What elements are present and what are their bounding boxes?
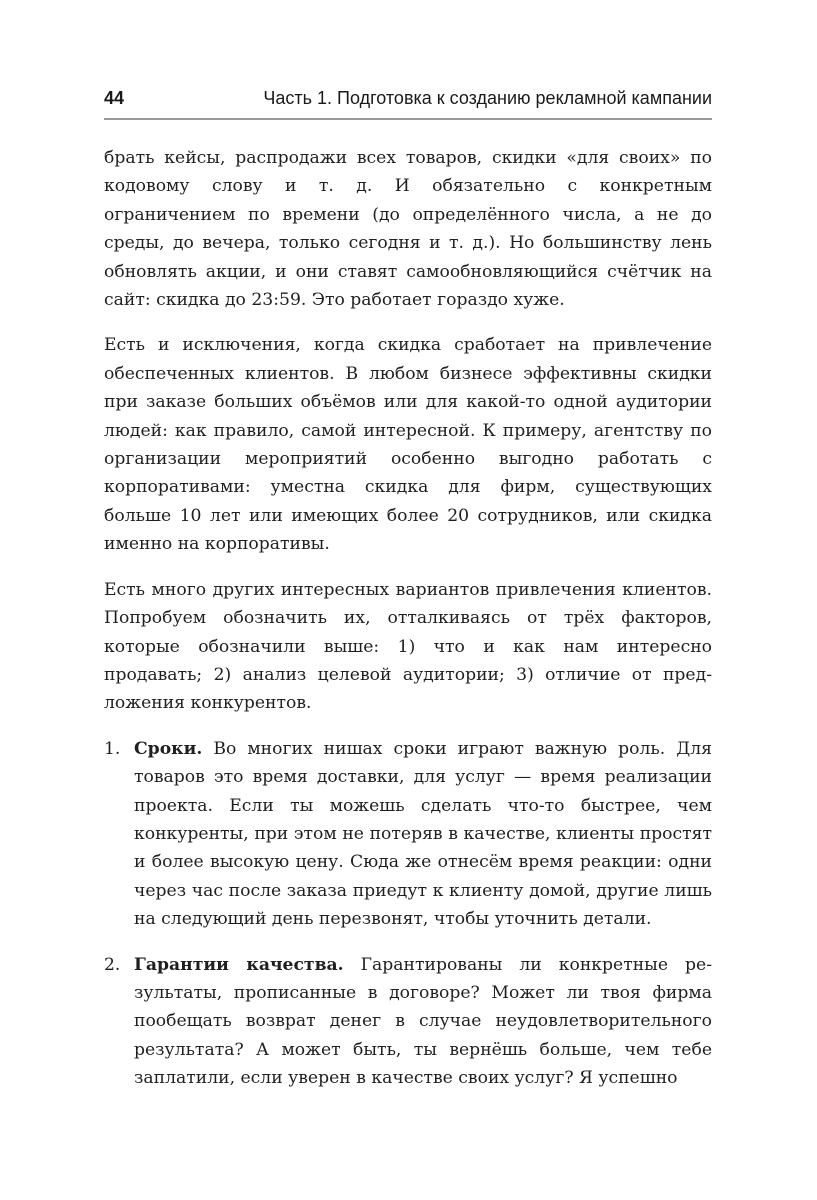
list-term: Гарантии качества. — [134, 954, 344, 975]
page-number: 44 — [104, 88, 125, 108]
numbered-list — [104, 735, 712, 1093]
list-item — [104, 735, 712, 934]
page-body — [104, 144, 712, 1093]
continued-list-text: брать кейсы, распродажи всех товаров, скидки «для своих» по кодовому слову и т. д. И обязательно с конкретным ограничением по времени (до определённого числа, а не до среды, до вечера, только сегодня и т. д.). Но большинству лень обновлять акции, и они ставят самообновляющийся счётчик на сайт: скидка до 23:59. Это работает гораздо хуже. — [104, 148, 712, 311]
running-title: Часть 1. Подготовка к созданию рекламной кампании — [263, 88, 712, 108]
list-text: Во многих нишах сроки играют важную роль. Для товаров это время доставки, для услуг — время реализации проекта. Если ты можешь сделать что-то быстрее, чем конкуренты, при этом не потеряв в качестве, клиенты простят и более высокую цену. Сюда же отнесём время реакции: одни через час после заказа приедут к клиенту домой, другие лишь на следующий день перезвонят, чтобы уточнить детали. — [134, 738, 712, 930]
list-text: Гарантированы ли конкретные результаты, прописанные в договоре? Может ли твоя фирма пообещать возврат денег в случае неудовлетворительного результата? А может быть, ты вернёшь больше, чем тебе заплатили, если уверен в качестве своих услуг? Я успешно — [134, 954, 712, 1089]
running-header — [104, 88, 712, 109]
paragraph: Есть и исключения, когда скидка сработает на привлечение обеспеченных клиентов. В любом бизнесе эффективны скидки при заказе больших объёмов или для какой-то одной аудитории людей: как правило, самой интересной. К примеру, агентству по организации мероприятий особенно выгодно работать с корпоративами: уместна скидка для фирм, существующих больше 10 лет или имеющих более 20 сотрудников, или скидка именно на корпоративы. — [104, 335, 712, 555]
header-rule — [104, 118, 712, 120]
list-item — [104, 951, 712, 1093]
list-marker: 1. — [104, 738, 121, 759]
paragraph: Есть много других интересных вариантов привлечения клиентов. Попробуем обозначить их, отталкиваясь от трёх факторов, которые обозначили выше: 1) что и как нам интересно продавать; 2) анализ целевой аудитории; 3) отличие от предложения конкурентов. — [104, 579, 712, 714]
list-term: Сроки. — [134, 738, 203, 759]
list-marker: 2. — [104, 954, 121, 975]
